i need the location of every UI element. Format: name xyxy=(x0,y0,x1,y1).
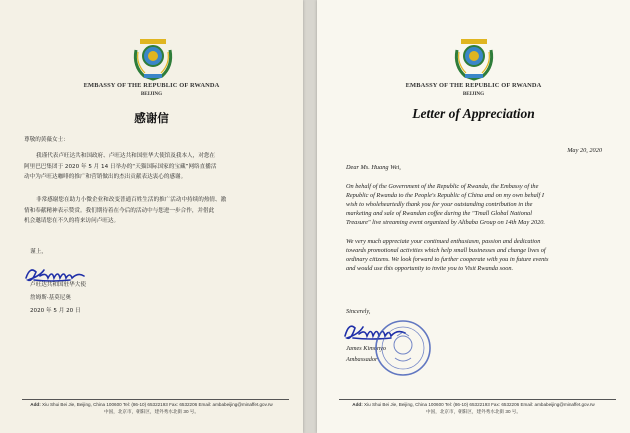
embassy-city: BEIJING xyxy=(462,91,485,97)
footer-line-cn: 中国，北京市，朝阳区，建外秀水北街 30 号。 xyxy=(104,408,199,414)
paragraph-line: and would use this opportunity to invite you to Visit Rwanda soon. xyxy=(346,264,514,272)
paragraph-line: towards promotional activities which help small businesses and change lives of xyxy=(346,246,546,254)
rwanda-coat-of-arms-icon xyxy=(451,36,497,82)
paragraph-2 xyxy=(346,238,616,274)
english-letter-page xyxy=(317,0,630,433)
paragraph-line: wish to wholeheartedly thank you for your outstanding contribution in the xyxy=(346,200,533,208)
signer-title: Ambassador xyxy=(346,356,378,363)
closing: Sincerely, xyxy=(346,308,371,315)
footer-divider xyxy=(22,399,289,400)
embassy-name: EMBASSY OF THE REPUBLIC OF RWANDA xyxy=(83,82,220,89)
letter-date: 2020 年 5 月 20 日 xyxy=(30,308,81,314)
paragraph-line: Treasure" live streaming event organized by Alibaba Group on 14th May 2020. xyxy=(346,218,545,226)
footer-address xyxy=(317,402,630,415)
letter-title: Letter of Appreciation xyxy=(412,106,535,121)
footer-line-cn: 中国，北京市，朝阳区，建外秀水北街 30 号。 xyxy=(426,408,521,414)
paragraph-line: 阿里巴巴集团于 2020 年 5 月 14 日举办的“天猫国际国家的宝藏”网络直播活 xyxy=(24,163,217,170)
footer-line-en: Add: Xiu Shui Bei Jie, Beijing, China 100600 Tel: (86-10) 65322193 Fax: 6532206 Email: ambabeijing@minaffet.gov.rw xyxy=(352,402,595,407)
salutation: 尊敬的黄薇女士： xyxy=(24,137,69,143)
signer-title: 卢旺达共和国驻华大使 xyxy=(30,282,86,288)
paragraph-1 xyxy=(24,151,290,183)
official-stamp-icon xyxy=(373,318,433,378)
embassy-city: BEIJING xyxy=(140,91,163,97)
paragraph-line: 非常感谢您在助力小微企业和改变普通百姓生活的推广活动中持续的热情、激 xyxy=(36,197,227,203)
closing: 谨上， xyxy=(30,249,47,255)
paragraph-line: 情和奉献精神表示赞赏。我们期待着在今后的活动中与您进一步合作，并借此 xyxy=(24,207,215,214)
paragraph-line: On behalf of the Government of the Republic of Rwanda, the Embassy of the xyxy=(346,183,539,190)
footer-divider xyxy=(339,399,616,400)
chinese-letter-page xyxy=(0,0,303,433)
salutation: Dear Ms. Huang Wei, xyxy=(346,164,401,171)
paragraph-2 xyxy=(24,195,290,227)
paragraph-line: marketing and sale of Rwandan coffee during the "Tmall Global National xyxy=(346,209,532,217)
paragraph-line: Republic of Rwanda to the People's Republic of China and on my own behalf I xyxy=(346,191,544,199)
paragraph-1 xyxy=(346,183,616,228)
paragraph-line: 我谨代表卢旺达共和国政府、卢旺达共和国驻华大使馆及我本人，对您在 xyxy=(36,153,216,159)
signer-name: 詹姆斯·基莫尼奥 xyxy=(30,295,71,301)
paragraph-line: 动中为卢旺达咖啡的推广和营销做出的杰出贡献表达衷心的感谢。 xyxy=(24,174,187,181)
signer-name: James Kimonyo xyxy=(346,345,387,352)
letter-date: May 20, 2020 xyxy=(567,147,602,154)
letter-title: 感谢信 xyxy=(134,111,169,125)
paragraph-line: 机会邀请您在不久的将来访问卢旺达。 xyxy=(24,218,120,225)
paragraph-line: We very much appreciate your continued enthusiasm, passion and dedication xyxy=(346,238,541,245)
embassy-name: EMBASSY OF THE REPUBLIC OF RWANDA xyxy=(405,82,542,89)
paragraph-line: ordinary citizens. We look forward to further cooperate with you in future events xyxy=(346,255,549,263)
footer-line-en: Add: Xiu Shui Bei Jie, Beijing, China 100600 Tel: (86-10) 65322193 Fax: 6532206 Email: ambabeijing@minaffet.gov.rw xyxy=(30,402,273,407)
footer-address xyxy=(0,402,303,415)
rwanda-coat-of-arms-icon xyxy=(130,36,176,82)
